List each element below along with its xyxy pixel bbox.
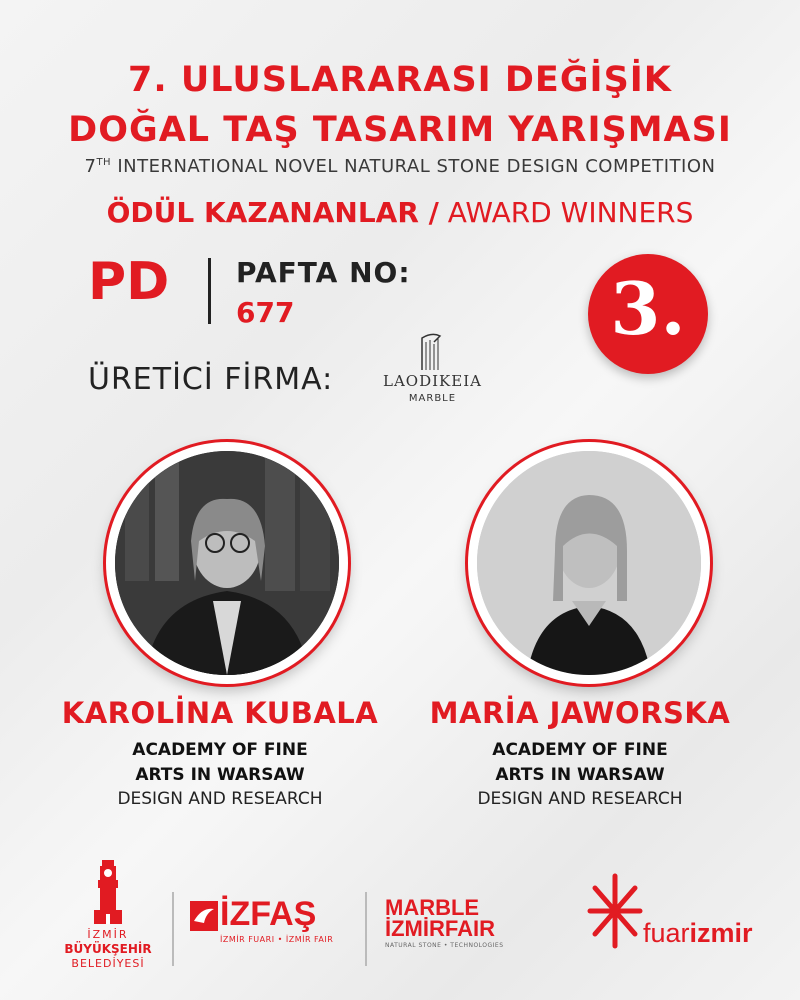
clock-tower-icon — [60, 860, 156, 926]
izfas-logo-text: İZFAŞ — [220, 895, 317, 933]
winner-photo-1-image — [115, 451, 339, 675]
winner-institution-2-line2: ARTS IN WARSAW — [495, 765, 665, 785]
izfas-logo — [190, 895, 350, 955]
producer-label: ÜRETİCİ FİRMA: — [88, 362, 334, 397]
winner-photo-2 — [468, 442, 710, 684]
fuarizmir-logo-text — [643, 918, 753, 949]
title-line-2: DOĞAL TAŞ TASARIM YARIŞMASI — [68, 110, 732, 150]
laodikeia-logo-subtext: MARBLE — [408, 393, 457, 404]
winner-institution-1-line1: ACADEMY OF FINE — [132, 740, 308, 760]
pafta-number: 677 — [236, 296, 295, 329]
winner-photo-2-image — [477, 451, 701, 675]
winner-name-2: MARİA JAWORSKA — [429, 696, 731, 730]
award-winners-tr: ÖDÜL KAZANANLAR / — [106, 196, 439, 229]
marble-logo-line1: MARBLE — [385, 895, 480, 920]
laodikeia-logo-text: LAODIKEIA — [383, 372, 482, 390]
marble-logo-line2: İZMİRFAIR — [385, 916, 495, 941]
award-winners-heading — [0, 196, 800, 229]
winner-department-2: DESIGN AND RESEARCH — [477, 789, 683, 809]
izmir-buyuksehir-logo — [60, 860, 156, 980]
title-line-1: 7. ULUSLARARASI DEĞİŞİK — [128, 60, 672, 100]
subtitle-prefix: 7 — [84, 156, 97, 177]
laodikeia-harp-icon — [370, 330, 495, 372]
winner-institution-2 — [400, 738, 760, 788]
izmir-logo-line3: BELEDİYESİ — [71, 957, 145, 970]
winner-department-1: DESIGN AND RESEARCH — [117, 789, 323, 809]
izfas-bird-icon — [190, 897, 220, 935]
subtitle-sup: TH — [96, 157, 112, 168]
award-winners-en: AWARD WINNERS — [438, 196, 694, 229]
marble-izmir-logo — [385, 897, 525, 957]
subtitle-rest: INTERNATIONAL NOVEL NATURAL STONE DESIGN COMPETITION — [111, 156, 716, 177]
pafta-label: PAFTA NO: — [236, 256, 411, 289]
category-divider — [208, 258, 211, 324]
rank-badge — [588, 254, 708, 374]
izmir-logo-line1: İZMİR — [87, 928, 129, 941]
izmir-logo-line2: BÜYÜKŞEHİR — [64, 942, 152, 956]
subtitle — [0, 156, 800, 177]
marble-logo-subtext: NATURAL STONE • TECHNOLOGIES — [385, 942, 504, 949]
winner-institution-2-line1: ACADEMY OF FINE — [492, 740, 668, 760]
izfas-logo-subtext: İZMİR FUARI • İZMİR FAIR — [220, 935, 334, 944]
laodikeia-logo — [370, 330, 495, 410]
winner-photo-1 — [106, 442, 348, 684]
fuarizmir-logo-text-a: fuar — [643, 918, 690, 948]
footer-divider-1 — [172, 892, 174, 966]
winner-name-1: KAROLİNA KUBALA — [61, 696, 379, 730]
footer-divider-2 — [365, 892, 367, 966]
fuarizmir-star-icon — [585, 868, 645, 958]
category-code: PD — [88, 252, 170, 312]
rank-number: 3. — [610, 266, 686, 351]
winner-institution-1 — [40, 738, 400, 788]
fuarizmir-logo — [585, 868, 765, 958]
fuarizmir-logo-text-b: izmir — [689, 918, 753, 948]
winner-institution-1-line2: ARTS IN WARSAW — [135, 765, 305, 785]
